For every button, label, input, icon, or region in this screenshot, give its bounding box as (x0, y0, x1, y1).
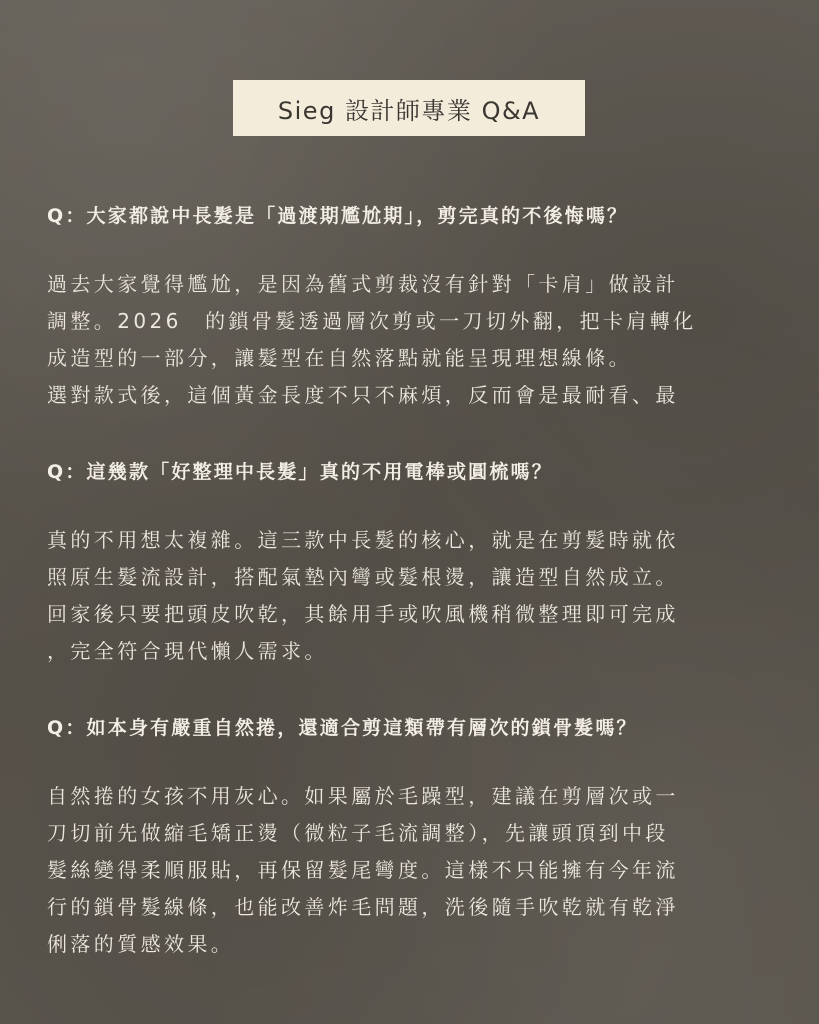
question-text: Q：如本身有嚴重自然捲，還適合剪這類帶有層次的鎖骨髮嗎？ (47, 717, 638, 739)
answer-line: 俐落的質感效果。 (47, 932, 235, 956)
qa-item (47, 459, 777, 670)
answer-line: 選對款式後，這個黃金長度不只不麻煩，反而會是最耐看、最 (47, 383, 679, 407)
answer-line: 回家後只要把頭皮吹乾，其餘用手或吹風機稍微整理即可完成 (47, 602, 679, 626)
answer-line: 真的不用想太複雜。這三款中長髮的核心，就是在剪髮時就依 (47, 528, 679, 552)
answer-line: 行的鎖骨髮線條，也能改善炸毛問題，洗後隨手吹乾就有乾淨 (47, 895, 679, 919)
answer-line: 自然捲的女孩不用灰心。如果屬於毛躁型，建議在剪層次或一 (47, 784, 679, 808)
title-banner (233, 80, 585, 136)
qa-item (47, 203, 777, 414)
page-title: Sieg 設計師專業 Q&A (277, 96, 541, 125)
question-text: Q：大家都說中長髮是「過渡期尷尬期」，剪完真的不後悔嗎？ (47, 205, 629, 227)
answer-block (47, 778, 771, 963)
answer-line: 過去大家覺得尷尬，是因為舊式剪裁沒有針對「卡肩」做設計 (47, 272, 679, 296)
answer-line: ，完全符合現代懶人需求。 (47, 639, 328, 663)
answer-line: 成造型的一部分，讓髮型在自然落點就能呈現理想線條。 (47, 346, 632, 370)
qa-item (47, 715, 777, 963)
answer-line: 髮絲變得柔順服貼，再保留髮尾彎度。這樣不只能擁有今年流 (47, 858, 679, 882)
answer-line: 照原生髮流設計，搭配氣墊內彎或髮根燙，讓造型自然成立。 (47, 565, 679, 589)
answer-block (47, 522, 771, 670)
answer-block (47, 266, 771, 414)
answer-line: 調整。2026 的鎖骨髮透過層次剪或一刀切外翻，把卡肩轉化 (47, 309, 697, 333)
answer-line: 刀切前先做縮毛矯正燙（微粒子毛流調整），先讓頭頂到中段 (47, 821, 669, 845)
question-text: Q：這幾款「好整理中長髮」真的不用電棒或圓梳嗎？ (47, 461, 553, 483)
